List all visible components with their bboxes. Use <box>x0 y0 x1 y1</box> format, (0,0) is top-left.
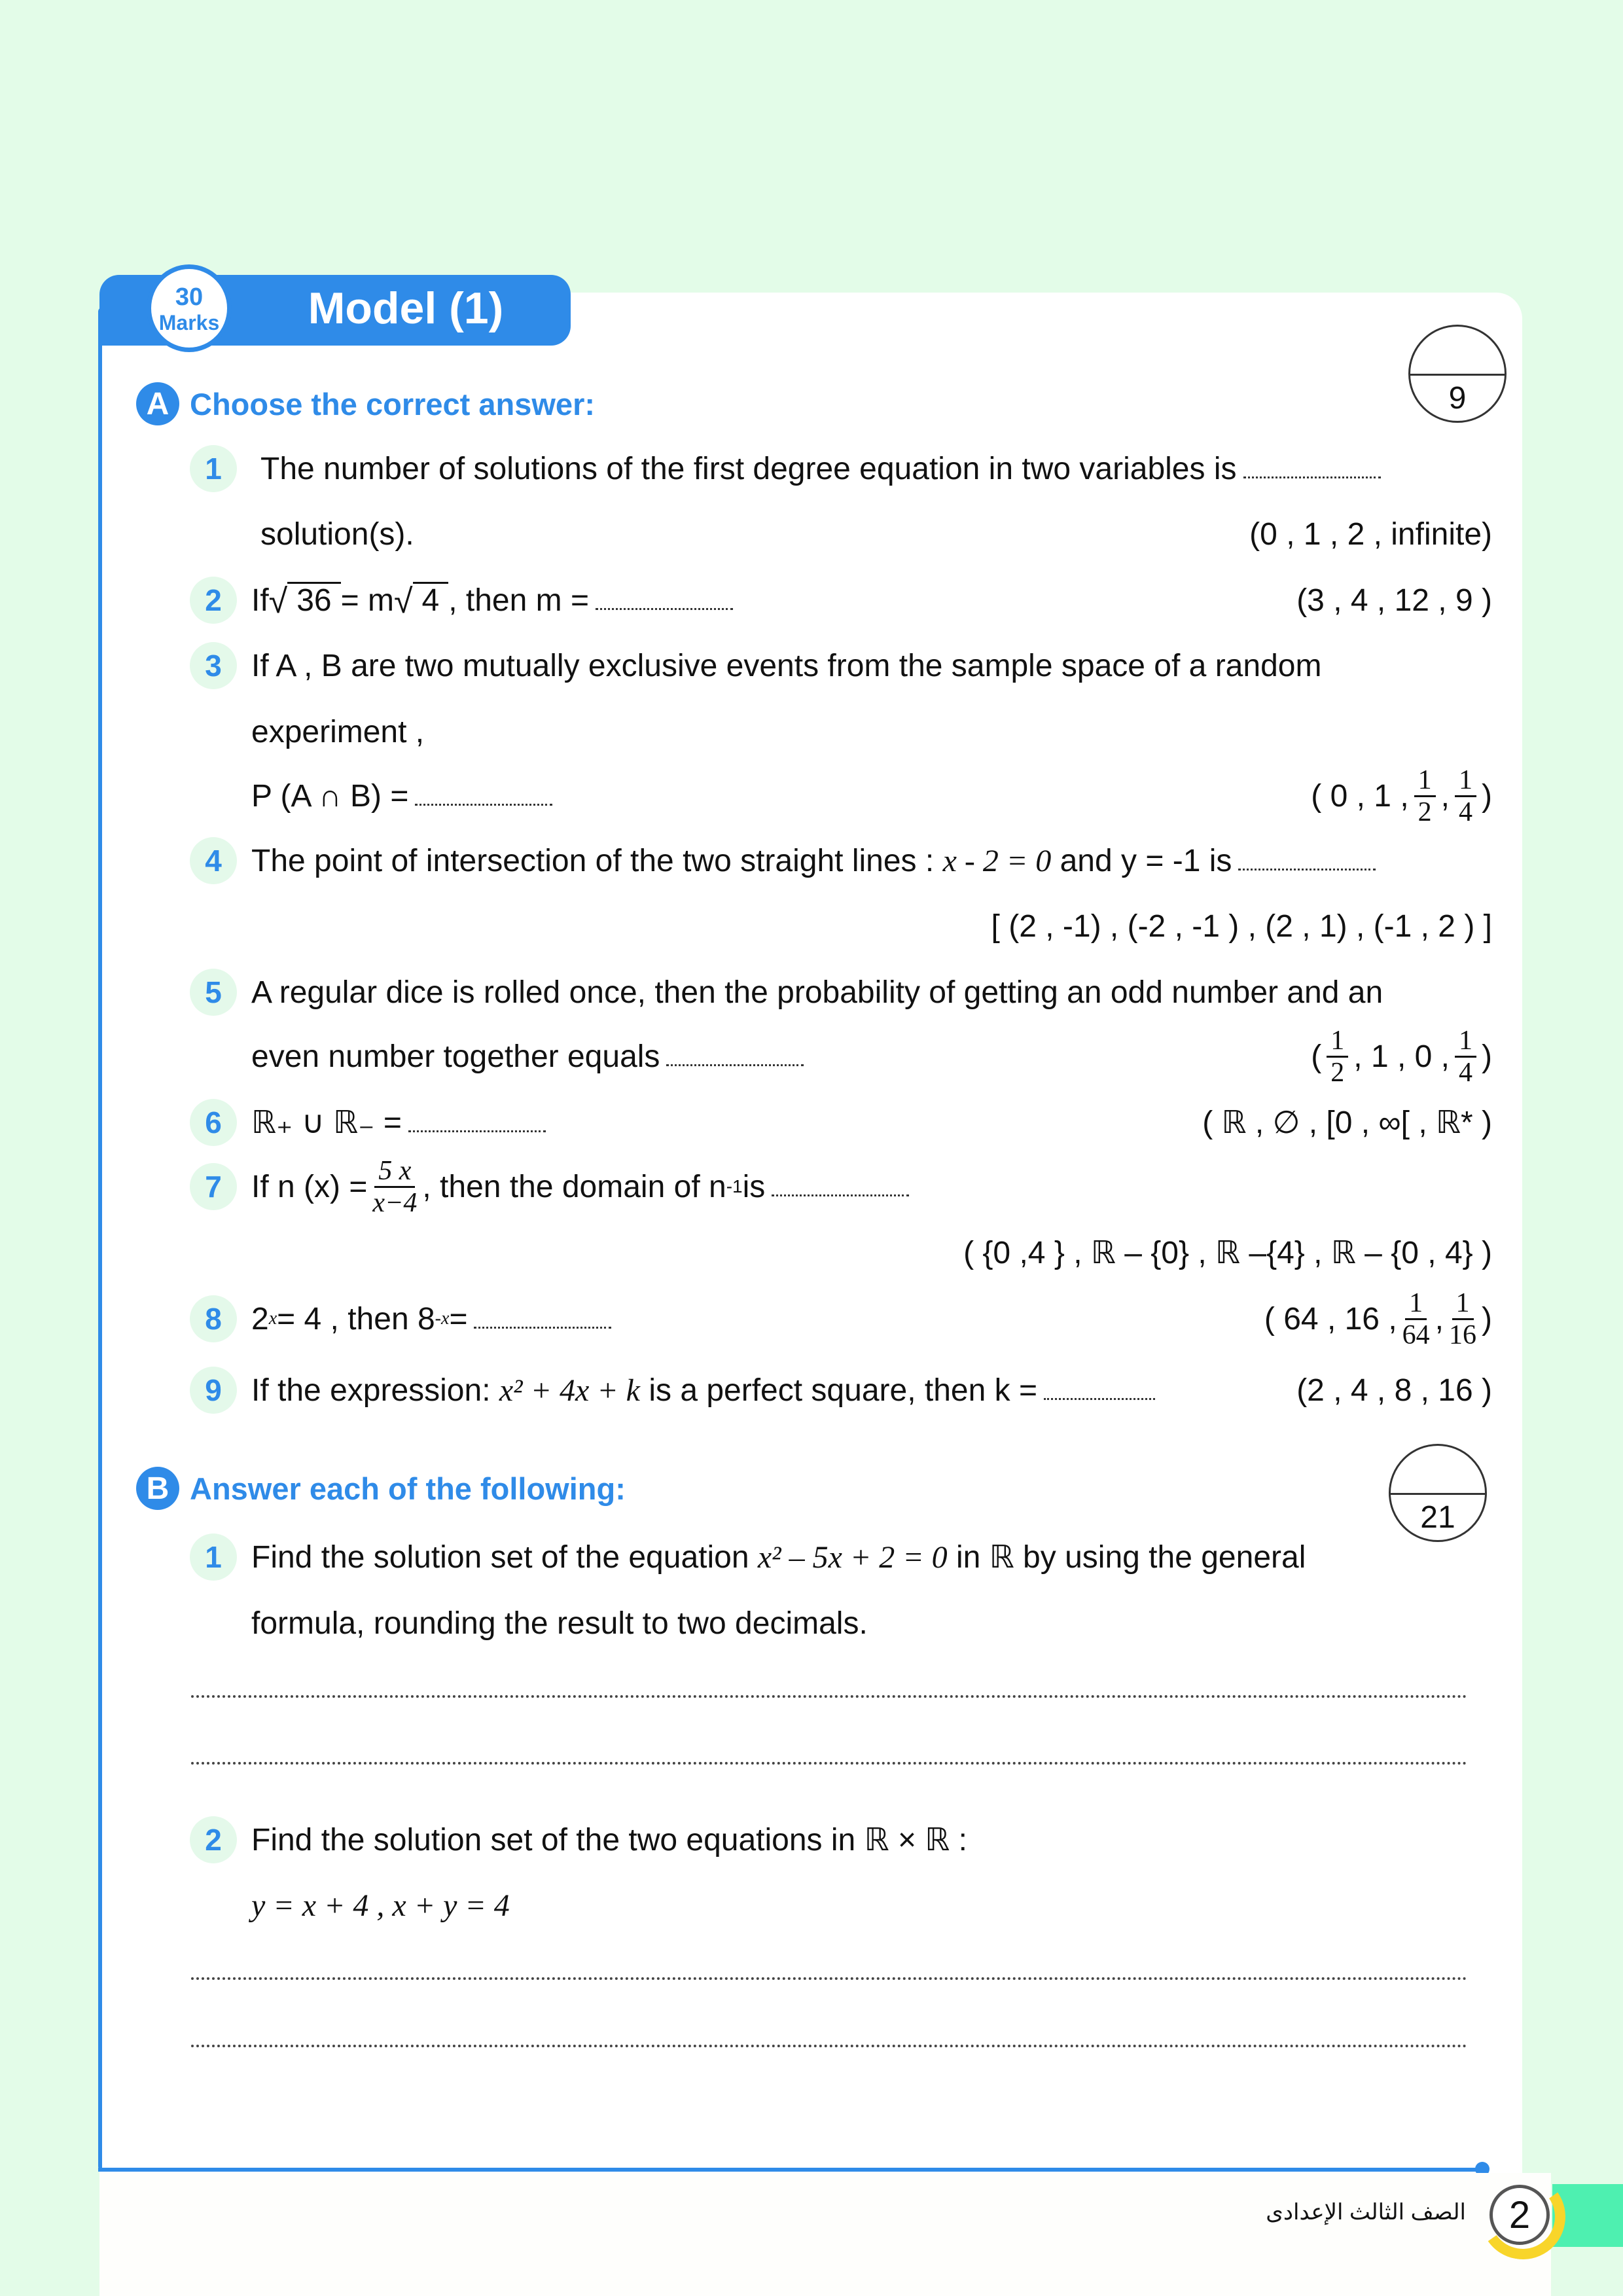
section-b-title: Answer each of the following: <box>190 1471 626 1506</box>
question-text: in ℝ by using the general <box>956 1540 1306 1575</box>
answer-blank[interactable] <box>596 590 733 610</box>
section-b-score <box>1389 1444 1487 1542</box>
question-b1 <box>190 1534 1492 1580</box>
choice-text: ) <box>1482 1301 1492 1336</box>
question-text: experiment , <box>251 714 425 749</box>
fraction-choice: $\frac{1}{64}$ <box>1402 1287 1430 1350</box>
section-b-heading <box>136 1467 626 1510</box>
question-text: Find the solution set of the equation <box>251 1539 749 1575</box>
fraction-choice: $\frac{1}{16}$ <box>1449 1287 1477 1350</box>
equation: x² – 5x + 2 = 0 <box>757 1539 948 1575</box>
question-text: If A , B are two mutually exclusive events from the sample space of a random <box>251 648 1322 683</box>
answer-choices[interactable]: [ (2 , -1) , (-2 , -1 ) , (2 , 1) , (-1 , 2 ) ] <box>991 908 1492 944</box>
question-text: = m <box>340 583 394 618</box>
question-number: 2 <box>190 577 237 624</box>
footer-area <box>99 2173 1551 2296</box>
question-text: is <box>742 1169 766 1204</box>
answer-choices[interactable] <box>1311 766 1492 826</box>
equations: y = x + 4 , x + y = 4 <box>251 1888 510 1923</box>
question-number: 5 <box>190 969 237 1016</box>
answer-line[interactable] <box>191 1762 1467 1765</box>
square-root: √ 4 <box>394 582 448 619</box>
question-b2 <box>190 1817 1492 1863</box>
fraction-choice: $\frac{1}{4}$ <box>1455 766 1476 826</box>
question-text: and y = -1 is <box>1060 843 1232 878</box>
square-root: √ 36 <box>269 582 341 619</box>
question-text: A regular dice is rolled once, then the probability of getting an odd number and an <box>251 975 1383 1010</box>
answer-line[interactable] <box>191 2045 1467 2047</box>
superscript: -1 <box>726 1176 743 1196</box>
question-number: 1 <box>190 1534 237 1581</box>
question-number: 9 <box>190 1367 237 1414</box>
question-a4-choices <box>190 903 1492 949</box>
question-text: even number together equals <box>251 1039 660 1074</box>
question-text: 2 <box>251 1301 269 1336</box>
question-a8 <box>190 1287 1492 1350</box>
question-a1 <box>190 446 1492 492</box>
choice-text: , 1 , 0 , <box>1353 1039 1450 1074</box>
page-number: 2 <box>1489 2185 1550 2245</box>
question-number: 3 <box>190 642 237 689</box>
expression: x² + 4x + k <box>499 1372 640 1408</box>
fraction-choice: $\frac{1}{2}$ <box>1414 766 1436 826</box>
answer-blank[interactable] <box>415 786 552 806</box>
answer-choices[interactable]: (3 , 4 , 12 , 9 ) <box>1296 583 1492 618</box>
question-text: If the expression: <box>251 1372 491 1408</box>
question-text: solution(s). <box>260 516 414 552</box>
question-number: 2 <box>190 1816 237 1863</box>
bottom-divider <box>98 2168 1482 2172</box>
question-number: 8 <box>190 1295 237 1342</box>
choice-text: ( 0 , 1 , <box>1311 778 1409 814</box>
score-value: 9 <box>1448 381 1467 416</box>
choice-text: ) <box>1482 1039 1492 1074</box>
question-text: , then the domain of n <box>422 1169 726 1204</box>
answer-blank[interactable] <box>408 1113 546 1132</box>
question-a5 <box>190 969 1492 1015</box>
question-a3-cont <box>190 709 1492 755</box>
question-a9 <box>190 1367 1492 1413</box>
question-text: ℝ₊ ∪ ℝ₋ = <box>251 1105 402 1140</box>
answer-choices[interactable] <box>1311 1027 1492 1086</box>
question-b1-cont <box>190 1600 1492 1646</box>
answer-line[interactable] <box>191 1977 1467 1980</box>
score-value: 21 <box>1420 1500 1455 1535</box>
question-number: 6 <box>190 1099 237 1146</box>
page-title: Model (1) <box>308 283 504 333</box>
marks-label: Marks <box>158 311 220 334</box>
fraction-choice: $\frac{1}{2}$ <box>1327 1027 1348 1086</box>
question-number: 4 <box>190 837 237 884</box>
answer-choices[interactable]: (0 , 1 , 2 , infinite) <box>1249 516 1492 552</box>
radicand: 36 <box>287 582 340 619</box>
answer-line[interactable] <box>191 1695 1467 1698</box>
question-text: = <box>449 1301 468 1336</box>
question-text: = 4 , then 8 <box>277 1301 435 1336</box>
answer-choices[interactable]: ( {0 ,4 } , ℝ – {0} , ℝ –{4} , ℝ – {0 , 4} ) <box>963 1236 1492 1270</box>
question-text: , then m = <box>448 583 589 618</box>
choice-text: ) <box>1482 778 1492 814</box>
equation: x - 2 = 0 <box>942 843 1052 878</box>
answer-blank[interactable] <box>666 1047 804 1066</box>
question-text: P (A ∩ B) = <box>251 778 409 814</box>
section-a-heading <box>136 382 595 425</box>
question-a7-choices <box>190 1230 1492 1276</box>
grade-label: الصف الثالث الإعدادى <box>1266 2200 1466 2225</box>
section-a-title: Choose the correct answer: <box>190 386 596 422</box>
answer-blank[interactable] <box>772 1177 909 1196</box>
question-text: is a perfect square, then k = <box>649 1372 1037 1408</box>
question-a1-cont <box>190 511 1492 557</box>
question-text: The point of intersection of the two straight lines : <box>251 843 935 878</box>
question-text: The number of solutions of the first degree equation in two variables is <box>260 451 1237 486</box>
radicand: 4 <box>413 582 449 619</box>
answer-blank[interactable] <box>474 1309 611 1329</box>
marks-value: 30 <box>175 283 204 311</box>
section-a-score <box>1408 325 1507 423</box>
left-border <box>98 308 102 2170</box>
choice-text: ( <box>1311 1039 1322 1074</box>
question-text: If <box>251 583 269 618</box>
superscript: x <box>268 1308 277 1329</box>
answer-blank[interactable] <box>1243 459 1381 478</box>
choice-text: , <box>1435 1301 1444 1336</box>
question-a3 <box>190 643 1492 689</box>
marks-badge <box>147 264 232 352</box>
question-text: Find the solution set of the two equations in ℝ × ℝ : <box>251 1823 967 1857</box>
section-a-badge: A <box>136 382 179 425</box>
superscript: -x <box>435 1308 450 1329</box>
function-fraction: $\frac{5 x}{x-4}$ <box>372 1155 418 1218</box>
question-a5-cont <box>190 1025 1492 1088</box>
answer-choices[interactable]: ( ℝ , ∅ , [0 , ∞[ , ℝ* ) <box>1202 1105 1492 1140</box>
section-b-badge: B <box>136 1467 179 1510</box>
fraction-choice: $\frac{1}{4}$ <box>1455 1027 1476 1086</box>
question-number: 7 <box>190 1163 237 1210</box>
choice-text: , <box>1440 778 1450 814</box>
question-text: formula, rounding the result to two decimals. <box>251 1605 868 1641</box>
question-number: 1 <box>190 445 237 492</box>
question-a7 <box>190 1155 1492 1218</box>
answer-blank[interactable] <box>1238 851 1376 870</box>
question-text: If n (x) = <box>251 1169 368 1204</box>
question-a6 <box>190 1100 1492 1145</box>
answer-choices[interactable]: (2 , 4 , 8 , 16 ) <box>1296 1372 1492 1408</box>
answer-blank[interactable] <box>1044 1380 1155 1400</box>
question-b2-cont <box>190 1882 1492 1928</box>
choice-text: ( 64 , 16 , <box>1264 1301 1397 1336</box>
question-a2 <box>190 577 1492 623</box>
answer-choices[interactable] <box>1264 1289 1492 1349</box>
question-a3-line3 <box>190 764 1492 827</box>
question-a4 <box>190 838 1492 884</box>
